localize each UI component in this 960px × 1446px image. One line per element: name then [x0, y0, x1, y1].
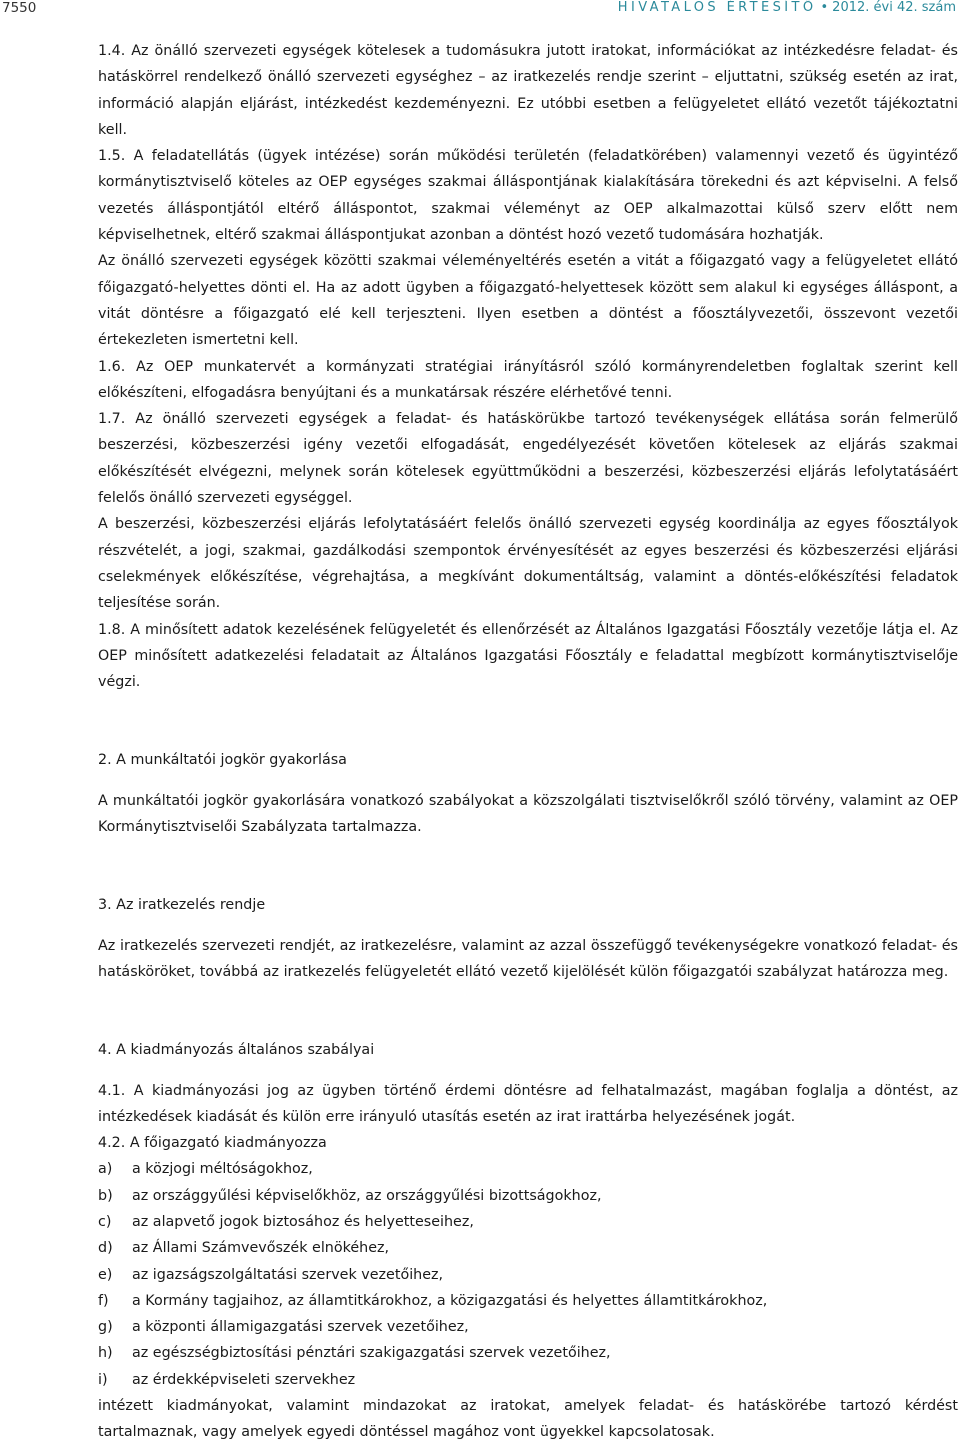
- list-item-text: a Kormány tagjaihoz, az államtitkárokhoz, a közigazgatási és helyettes államtitkárokhoz,: [132, 1292, 768, 1309]
- list-item-text: a közjogi méltóságokhoz,: [132, 1161, 313, 1178]
- paragraph-1-5-continued: Az önálló szervezeti egységek közötti szakmai véleményeltérés esetén a vitát a főigazgató vagy a felügyeletet ellátó főigazgató-helyettes dönti el. Ha az adott ügyben a főigazgató-helyettesek között sem alakul ki egységes álláspont, a vitát döntésre a főigazgató elé kell terjeszteni. Ilyen esetben a döntést a főosztályvezetői, összevont vezetői értekezleten ismertetni kell.: [98, 253, 958, 349]
- paragraph-4-1: 4.1. A kiadmányozási jog az ügyben történő érdemi döntésre ad felhatalmazást, magában foglalja a döntést, az intézkedések kiadását és külön erre irányuló utasítás esetén az irat irattárba helyezésének jogát.: [98, 1082, 958, 1125]
- issue-label: 2012. évi 42. szám: [832, 0, 956, 15]
- paragraph-1-6: 1.6. Az OEP munkatervét a kormányzati stratégiai irányításról szóló kormányrendeletben foglaltak szerint kell előkészíteni, elfogadásra benyújtani és a munkatársak részére elérhetővé tenni.: [98, 358, 958, 401]
- page-header: [0, 0, 960, 22]
- list-item: [98, 1235, 958, 1261]
- section-4-heading: 4. A kiadmányozás általános szabályai: [98, 1042, 375, 1059]
- paragraph-1-5: 1.5. A feladatellátás (ügyek intézése) során működési területén (feladatkörében) valamennyi vezető és ügyintéző kormánytisztviselő köteles az OEP egységes szakmai álláspontjának kialakítására törekedni és azt képviselni. A felső vezetés álláspontjától eltérő álláspontot, szakmai véleményt az OEP alkalmazottai külső szerv előtt nem képviselhetnek, eltérő szakmai álláspontjukat azonban a döntést hozó vezető tudomására hozhatják.: [98, 148, 958, 244]
- list-item: [98, 1209, 958, 1235]
- list-item-text: az országgyűlési képviselőkhöz, az országgyűlési bizottságokhoz,: [132, 1187, 602, 1204]
- list-item: [98, 1314, 958, 1340]
- list-item-letter: g): [98, 1319, 113, 1336]
- list-item-letter: a): [98, 1161, 113, 1178]
- list-item: [98, 1367, 958, 1393]
- list-item-letter: h): [98, 1345, 113, 1362]
- list-item-text: az Állami Számvevőszék elnökéhez,: [132, 1240, 390, 1257]
- list-item: [98, 1183, 958, 1209]
- list-item-text: a központi államigazgatási szervek vezetőihez,: [132, 1319, 469, 1336]
- paragraph-4-2-closing: intézett kiadmányokat, valamint mindazokat az iratokat, amelyek feladat- és hatáskörébe tartozó kérdést tartalmaznak, vagy amelyek egyedi döntéssel magához vont ügyekkel kapcsolatosak.: [98, 1398, 958, 1441]
- paragraph-4-2: 4.2. A főigazgató kiadmányozza: [98, 1135, 327, 1152]
- list-item-text: az igazságszolgáltatási szervek vezetőihez,: [132, 1266, 444, 1283]
- recipient-list: [98, 1156, 958, 1393]
- list-item-text: az alapvető jogok biztosához és helyetteseihez,: [132, 1213, 474, 1230]
- list-item-text: az egészségbiztosítási pénztári szakigazgatási szervek vezetőihez,: [132, 1345, 611, 1362]
- list-item: [98, 1340, 958, 1366]
- journal-name: HIVATALOS ÉRTESÍTŐ: [617, 0, 817, 15]
- document-body: [98, 38, 958, 1446]
- list-item-letter: d): [98, 1240, 113, 1257]
- list-item-letter: c): [98, 1213, 112, 1230]
- paragraph-2: A munkáltatói jogkör gyakorlására vonatkozó szabályokat a közszolgálati tisztviselőkről szóló törvény, valamint az OEP Kormánytisztviselői Szabályzata tartalmazza.: [98, 792, 958, 836]
- list-item-letter: i): [98, 1371, 108, 1388]
- list-item-letter: f): [98, 1292, 109, 1309]
- list-item-letter: b): [98, 1187, 113, 1204]
- paragraph-1-7-continued: A beszerzési, közbeszerzési eljárás lefolytatásáért felelős önálló szervezeti egység koordinálja az egyes főosztályok részvételét, a jogi, szakmai, gazdálkodási szempontok érvényesítését az egyes beszerzési és közbeszerzési eljárási cselekmények előkészítése, végrehajtása, a megkívánt dokumentáltság, valamint a döntés-előkészítési feladatok teljesítése során.: [98, 516, 958, 612]
- paragraph-1-4: 1.4. Az önálló szervezeti egységek kötelesek a tudomásukra jutott iratokat, információkat az intézkedésre feladat- és hatáskörrel rendelkező önálló szervezeti egységhez – az iratkezelés rendje szerint – eljuttatni, szükség esetén az irat, információ alapján eljárást, intézkedést kezdeményezni. Ez utóbbi esetben a felügyeletet ellátó vezetőt tájékoztatni kell.: [98, 43, 958, 138]
- separator-dot-icon: •: [820, 0, 829, 15]
- section-3-heading: 3. Az iratkezelés rendje: [98, 897, 266, 914]
- page-number: 7550: [2, 0, 37, 16]
- list-item: [98, 1288, 958, 1314]
- paragraph-1-7: 1.7. Az önálló szervezeti egységek a feladat- és hatáskörükbe tartozó tevékenységek ellátása során felmerülő beszerzési, közbeszerzési igény vezetői elfogadását, engedélyezését követően kötelesek az eljárás szakmai előkészítését elvégezni, melynek során kötelesek együttműködni a beszerzési, közbeszerzési eljárás lefolytatásáért felelős önálló szervezeti egységgel.: [98, 411, 958, 507]
- list-item-letter: e): [98, 1266, 113, 1283]
- section-2-heading: 2. A munkáltatói jogkör gyakorlása: [98, 752, 347, 769]
- paragraph-1-8: 1.8. A minősített adatok kezelésének felügyeletét és ellenőrzését az Általános Igazgatási Főosztály vezetője látja el. Az OEP minősített adatkezelési feladatait az Általános Igazgatási Főosztály e feladattal megbízott kormánytisztviselője végzi.: [98, 621, 958, 691]
- journal-title: [618, 0, 956, 15]
- list-item: [98, 1156, 958, 1182]
- paragraph-3: Az iratkezelés szervezeti rendjét, az iratkezelésre, valamint az azzal összefüggő tevékenységekre vonatkozó feladat- és hatásköröket, továbbá az iratkezelés felügyeletét ellátó vezető kijelölését külön főigazgatói szabályzat határozza meg.: [98, 937, 958, 980]
- list-item-text: az érdekképviseleti szervekhez: [132, 1371, 356, 1388]
- list-item: [98, 1262, 958, 1288]
